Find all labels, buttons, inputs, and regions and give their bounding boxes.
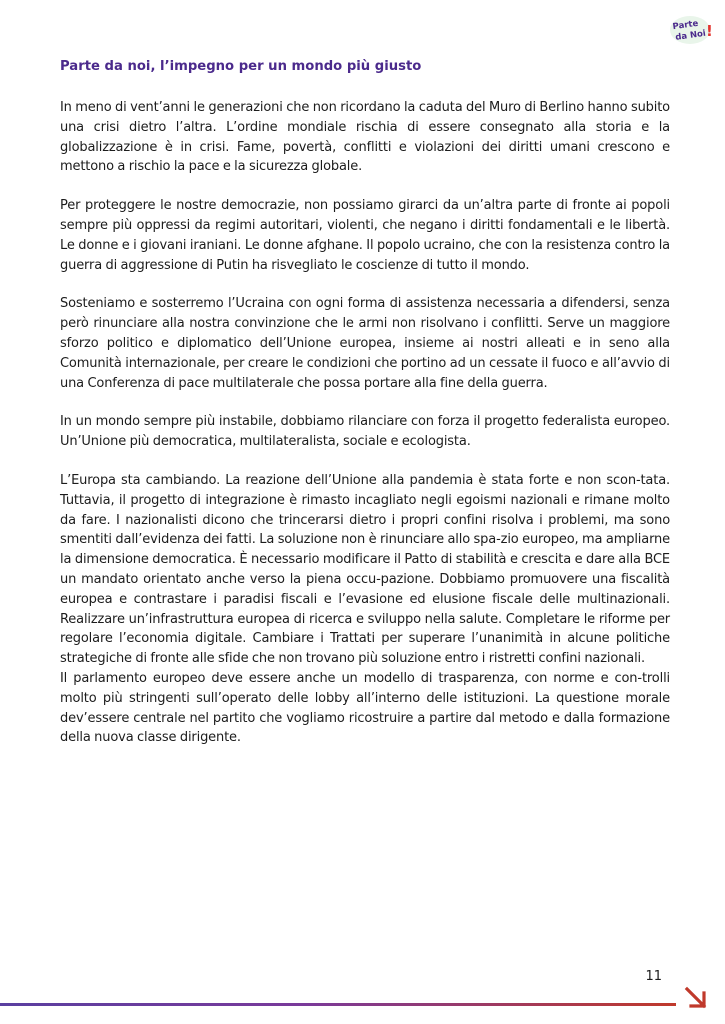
arrow-down-right-icon [683, 985, 709, 1011]
paragraph-2: Per proteggere le nostre democrazie, non possiamo girarci da un’altra parte di fronte ai popoli sempre più oppressi da regimi autoritari, violenti, che negano i diritti fondamentali e le libertà. Le donne e i giovani iraniani. Le donne afghane. Il popolo ucraino, che con la resistenza contro la guerra di aggressione di Putin ha risvegliato le coscienze di tutto il mondo. [60, 198, 670, 273]
document-body [60, 57, 670, 748]
paragraph-6: Il parlamento europeo deve essere anche un modello di trasparenza, con norme e con-trolli molto più stringenti sull’operato delle lobby all’interno delle istituzioni. La questione morale dev’essere centrale nel partito che vogliamo ricostruire a partire dal metodo e dalla formazione della nuova classe dirigente. [60, 670, 670, 746]
section-heading: Parte da noi, l’impegno per un mondo più giusto [60, 59, 422, 74]
logo-line1: Parte [672, 18, 699, 33]
footer-gradient-line [0, 1003, 676, 1006]
logo-line2: da Noi [674, 28, 707, 43]
paragraph-1: In meno di vent’anni le generazioni che non ricordano la caduta del Muro di Berlino hanno subito una crisi dietro l’altra. L’ordine mondiale rischia di essere consegnato alla storia e la globalizzazione è in crisi. Fame, povertà, conflitti e violazioni dei diritti umani crescono e mettono a rischio la pace e la sicurezza globale. [60, 100, 670, 175]
page-number: 11 [645, 969, 662, 984]
paragraph-5: L’Europa sta cambiando. La reazione dell’Unione alla pandemia è stata forte e non scon-tata. Tuttavia, il progetto di integrazione è rimasto incagliato negli egoismi nazionali e rimane molto da fare. I nazionalisti dicono che trincerarsi dietro i propri confini risolva i problemi, ma sono smentiti dall’evidenza dei fatti. La soluzione non è rinunciare allo spa-zio europeo, ma ampliarne la dimensione democratica. È necessario modificare il Patto di stabilità e crescita e dare alla BCE un mandato orientato anche verso la piena occu-pazione. Dobbiamo promuovere una fiscalità europea e contrastare i paradisi fiscali e l’evasione ed elusione fiscale delle multinazionali. Realizzare un’infrastruttura europea di ricerca e sviluppo nella salute. Completare le riforme per regolare l’economia digitale. Cambiare i Trattati per superare l’unanimità in alcune politiche strategiche di fronte alle sfide che non trovano più soluzione entro i ristretti confini nazionali. [60, 472, 670, 667]
logo-mark: ! [706, 22, 713, 40]
paragraph-4: In un mondo sempre più instabile, dobbiamo rilanciare con forza il progetto federalista europeo. Un’Unione più democratica, multilateralista, sociale e ecologista. [60, 414, 670, 450]
paragraph-3: Sosteniamo e sosterremo l’Ucraina con ogni forma di assistenza necessaria a difendersi, senza però rinunciare alla nostra convinzione che le armi non risolvano i conflitti. Serve un maggiore sforzo politico e diplomatico dell’Unione europea, insieme ai nostri alleati e in seno alla Comunità internazionale, per creare le condizioni che portino ad un cessate il fuoco e all’avvio di una Conferenza di pace multilaterale che possa portare alla fine della guerra. [60, 296, 670, 391]
party-logo [669, 14, 715, 46]
